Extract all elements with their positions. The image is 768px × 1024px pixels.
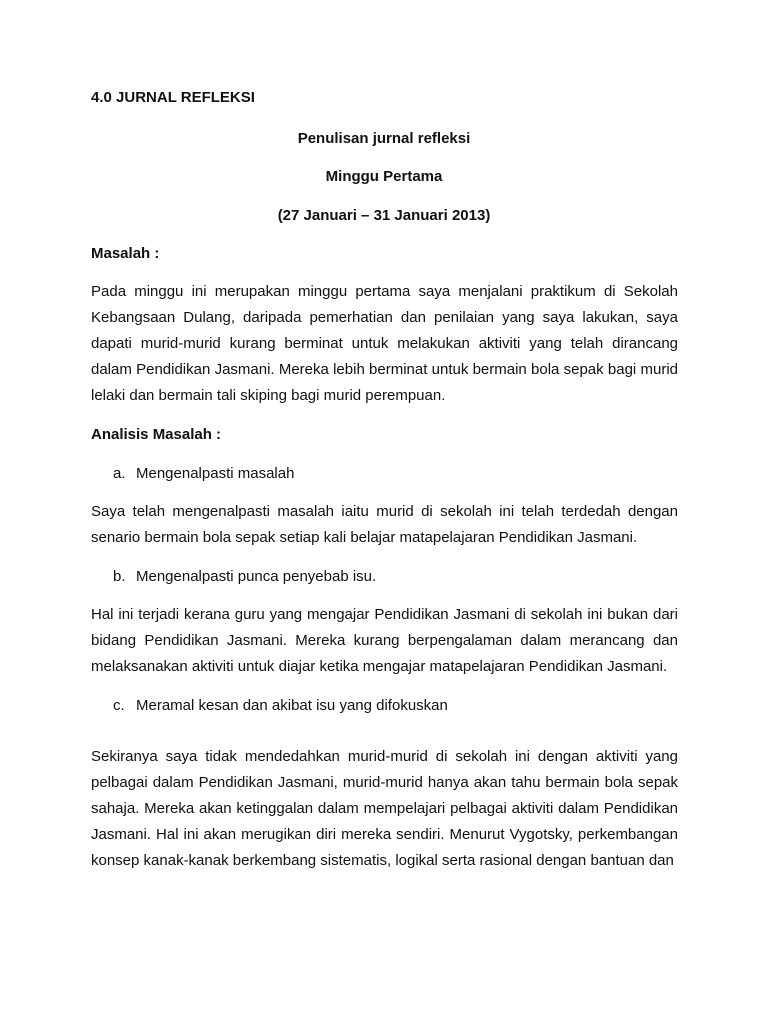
item-a-paragraph: Saya telah mengenalpasti masalah iaitu murid di sekolah ini telah terdedah dengan senario bermain bola sepak setiap kali belajar matapelajaran Pendidikan Jasmani. xyxy=(91,503,678,546)
document-title: Penulisan jurnal refleksi xyxy=(297,130,471,147)
analisis-heading: Analisis Masalah : xyxy=(91,426,222,443)
date-range: (27 Januari – 31 Januari 2013) xyxy=(277,207,491,224)
list-item-label: Meramal kesan dan akibat isu yang difokuskan xyxy=(136,697,448,714)
list-item-b xyxy=(113,568,376,585)
list-marker: a. xyxy=(113,465,126,482)
section-heading: 4.0 JURNAL REFLEKSI xyxy=(91,89,255,106)
list-item-a xyxy=(113,465,294,482)
masalah-paragraph: Pada minggu ini merupakan minggu pertama saya menjalani praktikum di Sekolah Kebangsaan Dulang, daripada pemerhatian dan penilaian yang saya lakukan, saya dapati murid-murid kurang berminat untuk melakukan aktiviti yang telah dirancang dalam Pendidikan Jasmani. Mereka lebih berminat untuk bermain bola sepak bagi murid lelaki dan bermain tali skiping bagi murid perempuan. xyxy=(91,283,678,404)
masalah-heading: Masalah : xyxy=(91,245,160,262)
list-item-c xyxy=(113,697,448,714)
item-b-paragraph: Hal ini terjadi kerana guru yang mengajar Pendidikan Jasmani di sekolah ini bukan dari bidang Pendidikan Jasmani. Mereka kurang berpengalaman dalam merancang dan melaksanakan aktiviti untuk diajar ketika mengajar matapelajaran Pendidikan Jasmani. xyxy=(91,606,678,675)
list-marker: c. xyxy=(113,697,125,714)
document-subtitle: Minggu Pertama xyxy=(325,168,443,185)
list-item-label: Mengenalpasti punca penyebab isu. xyxy=(136,568,377,585)
list-marker: b. xyxy=(113,568,126,585)
list-item-label: Mengenalpasti masalah xyxy=(136,465,295,482)
item-c-paragraph: Sekiranya saya tidak mendedahkan murid-murid di sekolah ini dengan aktiviti yang pelbagai dalam Pendidikan Jasmani, murid-murid hanya akan tahu bermain bola sepak sahaja. Mereka akan ketinggalan dalam mempelajari pelbagai aktiviti dalam Pendidikan Jasmani. Hal ini akan merugikan diri mereka sendiri. Menurut Vygotsky, perkembangan konsep kanak-kanak berkembang sistematis, logikal serta rasional dengan bantuan dan xyxy=(91,748,678,869)
